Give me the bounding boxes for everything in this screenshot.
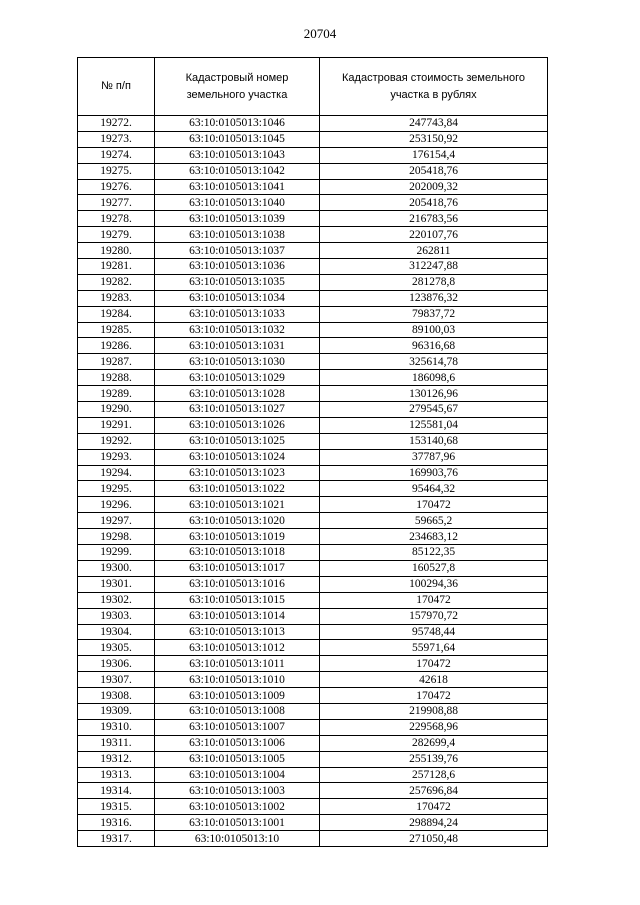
table-row (78, 560, 548, 576)
cadastral-number: 63:10:0105013:1035 (155, 274, 320, 290)
cadastral-value: 220107,76 (320, 227, 548, 243)
row-number: 19291. (78, 417, 155, 433)
row-number: 19301. (78, 576, 155, 592)
cadastral-value: 89100,03 (320, 322, 548, 338)
table-row (78, 513, 548, 529)
table-row (78, 227, 548, 243)
row-number: 19273. (78, 131, 155, 147)
row-number: 19297. (78, 513, 155, 529)
cadastral-value: 170472 (320, 497, 548, 513)
cadastral-value: 100294,36 (320, 576, 548, 592)
cadastral-number: 63:10:0105013:1009 (155, 688, 320, 704)
cadastral-number: 63:10:0105013:1034 (155, 290, 320, 306)
cadastral-value: 325614,78 (320, 354, 548, 370)
cadastral-number: 63:10:0105013:1003 (155, 783, 320, 799)
cadastral-number: 63:10:0105013:1006 (155, 735, 320, 751)
row-number: 19276. (78, 179, 155, 195)
table-body (78, 116, 548, 847)
row-number: 19302. (78, 592, 155, 608)
table-row (78, 831, 548, 847)
cadastral-number: 63:10:0105013:1016 (155, 576, 320, 592)
cadastral-value: 219908,88 (320, 703, 548, 719)
row-number: 19307. (78, 672, 155, 688)
cadastral-number: 63:10:0105013:1038 (155, 227, 320, 243)
cadastral-number: 63:10:0105013:1005 (155, 751, 320, 767)
cadastral-value: 153140,68 (320, 433, 548, 449)
cadastral-value: 205418,76 (320, 163, 548, 179)
cadastral-value: 85122,35 (320, 545, 548, 561)
row-number: 19311. (78, 735, 155, 751)
row-number: 19285. (78, 322, 155, 338)
row-number: 19281. (78, 259, 155, 275)
row-number: 19296. (78, 497, 155, 513)
cadastral-value: 202009,32 (320, 179, 548, 195)
cadastral-number: 63:10:0105013:1004 (155, 767, 320, 783)
table-row (78, 688, 548, 704)
table-row (78, 179, 548, 195)
table-row (78, 608, 548, 624)
table-row (78, 751, 548, 767)
table-row (78, 719, 548, 735)
cadastral-number: 63:10:0105013:1033 (155, 306, 320, 322)
row-number: 19315. (78, 799, 155, 815)
table-row (78, 640, 548, 656)
cadastral-value: 257696,84 (320, 783, 548, 799)
row-number: 19279. (78, 227, 155, 243)
cadastral-value: 298894,24 (320, 815, 548, 831)
cadastral-value: 257128,6 (320, 767, 548, 783)
row-number: 19298. (78, 529, 155, 545)
row-number: 19282. (78, 274, 155, 290)
cadastral-value: 176154,4 (320, 147, 548, 163)
row-number: 19304. (78, 624, 155, 640)
row-number: 19317. (78, 831, 155, 847)
table-row (78, 116, 548, 132)
table-row (78, 799, 548, 815)
cadastral-value: 216783,56 (320, 211, 548, 227)
cadastral-value: 282699,4 (320, 735, 548, 751)
cadastral-number: 63:10:0105013:1041 (155, 179, 320, 195)
table-row (78, 306, 548, 322)
table-row (78, 163, 548, 179)
cadastral-number: 63:10:0105013:1001 (155, 815, 320, 831)
table-row (78, 243, 548, 259)
cadastral-number: 63:10:0105013:1027 (155, 402, 320, 418)
table-row (78, 402, 548, 418)
cadastral-number: 63:10:0105013:1046 (155, 116, 320, 132)
row-number: 19308. (78, 688, 155, 704)
cadastral-value: 96316,68 (320, 338, 548, 354)
table-row (78, 131, 548, 147)
cadastral-value: 125581,04 (320, 417, 548, 433)
cadastral-value: 55971,64 (320, 640, 548, 656)
cadastral-number: 63:10:0105013:1010 (155, 672, 320, 688)
row-number: 19283. (78, 290, 155, 306)
cadastral-number: 63:10:0105013:1008 (155, 703, 320, 719)
cadastral-value: 59665,2 (320, 513, 548, 529)
row-number: 19300. (78, 560, 155, 576)
table-row (78, 386, 548, 402)
cadastral-value: 37787,96 (320, 449, 548, 465)
table-row (78, 767, 548, 783)
cadastral-value: 281278,8 (320, 274, 548, 290)
cadastral-value: 169903,76 (320, 465, 548, 481)
row-number: 19295. (78, 481, 155, 497)
table-row (78, 211, 548, 227)
cadastral-number: 63:10:0105013:1028 (155, 386, 320, 402)
row-number: 19277. (78, 195, 155, 211)
cadastral-value: 170472 (320, 799, 548, 815)
cadastral-number: 63:10:0105013:1045 (155, 131, 320, 147)
row-number: 19274. (78, 147, 155, 163)
cadastral-number: 63:10:0105013:1026 (155, 417, 320, 433)
row-number: 19313. (78, 767, 155, 783)
table-row (78, 195, 548, 211)
row-number: 19294. (78, 465, 155, 481)
row-number: 19312. (78, 751, 155, 767)
cadastral-value: 95464,32 (320, 481, 548, 497)
cadastral-number: 63:10:0105013:1011 (155, 656, 320, 672)
cadastral-value: 247743,84 (320, 116, 548, 132)
row-number: 19288. (78, 370, 155, 386)
cadastral-value: 42618 (320, 672, 548, 688)
row-number: 19314. (78, 783, 155, 799)
cadastral-value: 312247,88 (320, 259, 548, 275)
row-number: 19309. (78, 703, 155, 719)
row-number: 19292. (78, 433, 155, 449)
table-row (78, 783, 548, 799)
table-row (78, 465, 548, 481)
header-cadastral-number: Кадастровый номер земельного участка (155, 58, 320, 116)
cadastral-number: 63:10:0105013:1030 (155, 354, 320, 370)
header-cadastral-value: Кадастровая стоимость земельного участка в рублях (320, 58, 548, 116)
cadastral-number: 63:10:0105013:1031 (155, 338, 320, 354)
cadastral-number: 63:10:0105013:1029 (155, 370, 320, 386)
cadastral-value: 79837,72 (320, 306, 548, 322)
cadastral-number: 63:10:0105013:1042 (155, 163, 320, 179)
table-row (78, 322, 548, 338)
cadastral-value: 229568,96 (320, 719, 548, 735)
table-row (78, 259, 548, 275)
table-row (78, 417, 548, 433)
table-row (78, 703, 548, 719)
cadastral-value: 123876,32 (320, 290, 548, 306)
row-number: 19299. (78, 545, 155, 561)
cadastral-value: 160527,8 (320, 560, 548, 576)
row-number: 19310. (78, 719, 155, 735)
row-number: 19287. (78, 354, 155, 370)
cadastral-number: 63:10:0105013:1013 (155, 624, 320, 640)
table-row (78, 433, 548, 449)
cadastral-value: 170472 (320, 656, 548, 672)
cadastral-number: 63:10:0105013:1032 (155, 322, 320, 338)
row-number: 19286. (78, 338, 155, 354)
table-row (78, 529, 548, 545)
row-number: 19303. (78, 608, 155, 624)
cadastral-number: 63:10:0105013:1021 (155, 497, 320, 513)
cadastral-number: 63:10:0105013:1012 (155, 640, 320, 656)
row-number: 19284. (78, 306, 155, 322)
cadastral-number: 63:10:0105013:1017 (155, 560, 320, 576)
cadastral-number: 63:10:0105013:1020 (155, 513, 320, 529)
cadastral-value: 130126,96 (320, 386, 548, 402)
cadastral-number: 63:10:0105013:1022 (155, 481, 320, 497)
cadastral-number: 63:10:0105013:1007 (155, 719, 320, 735)
table-row (78, 592, 548, 608)
cadastral-value: 255139,76 (320, 751, 548, 767)
cadastral-number: 63:10:0105013:1019 (155, 529, 320, 545)
table-row (78, 354, 548, 370)
cadastral-value: 234683,12 (320, 529, 548, 545)
cadastral-number: 63:10:0105013:1037 (155, 243, 320, 259)
table-row (78, 274, 548, 290)
cadastral-value: 170472 (320, 592, 548, 608)
cadastral-number: 63:10:0105013:1014 (155, 608, 320, 624)
table-row (78, 147, 548, 163)
row-number: 19316. (78, 815, 155, 831)
cadastral-value: 253150,92 (320, 131, 548, 147)
cadastral-value: 170472 (320, 688, 548, 704)
cadastral-value: 95748,44 (320, 624, 548, 640)
cadastral-number: 63:10:0105013:1025 (155, 433, 320, 449)
table-row (78, 481, 548, 497)
table-row (78, 338, 548, 354)
table-row (78, 624, 548, 640)
row-number: 19275. (78, 163, 155, 179)
cadastral-number: 63:10:0105013:1018 (155, 545, 320, 561)
table-row (78, 370, 548, 386)
table-row (78, 545, 548, 561)
row-number: 19280. (78, 243, 155, 259)
table-row (78, 815, 548, 831)
page-number: 20704 (303, 26, 337, 41)
header-row (78, 58, 548, 116)
table-row (78, 449, 548, 465)
row-number: 19290. (78, 402, 155, 418)
cadastral-value: 205418,76 (320, 195, 548, 211)
table-row (78, 735, 548, 751)
table-header (78, 58, 548, 116)
cadastral-value: 279545,67 (320, 402, 548, 418)
header-number: № п/п (78, 58, 155, 116)
cadastral-value: 262811 (320, 243, 548, 259)
row-number: 19305. (78, 640, 155, 656)
cadastral-value: 186098,6 (320, 370, 548, 386)
row-number: 19289. (78, 386, 155, 402)
cadastral-number: 63:10:0105013:1002 (155, 799, 320, 815)
cadastral-number: 63:10:0105013:10 (155, 831, 320, 847)
table-row (78, 672, 548, 688)
cadastral-number: 63:10:0105013:1015 (155, 592, 320, 608)
row-number: 19278. (78, 211, 155, 227)
cadastral-number: 63:10:0105013:1040 (155, 195, 320, 211)
table-row (78, 576, 548, 592)
row-number: 19272. (78, 116, 155, 132)
cadastral-value: 157970,72 (320, 608, 548, 624)
cadastre-table (77, 57, 548, 847)
table-row (78, 656, 548, 672)
cadastral-number: 63:10:0105013:1024 (155, 449, 320, 465)
cadastral-number: 63:10:0105013:1036 (155, 259, 320, 275)
table-row (78, 497, 548, 513)
cadastral-number: 63:10:0105013:1039 (155, 211, 320, 227)
row-number: 19293. (78, 449, 155, 465)
table-row (78, 290, 548, 306)
cadastral-number: 63:10:0105013:1043 (155, 147, 320, 163)
cadastral-value: 271050,48 (320, 831, 548, 847)
row-number: 19306. (78, 656, 155, 672)
cadastral-number: 63:10:0105013:1023 (155, 465, 320, 481)
